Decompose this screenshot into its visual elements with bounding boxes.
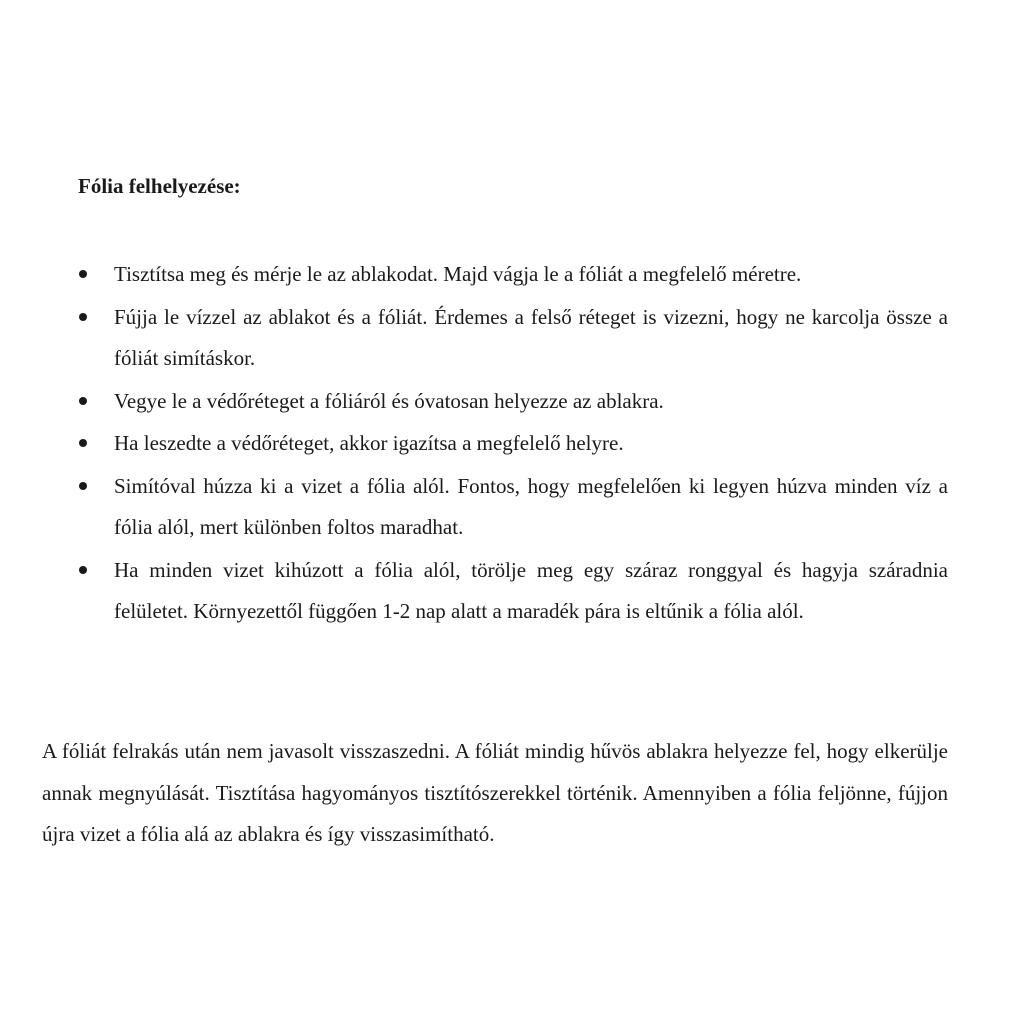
list-item-text: Tisztítsa meg és mérje le az ablakodat. Majd vágja le a fóliát a megfelelő méretre. (114, 262, 802, 286)
list-item (0, 381, 948, 423)
list-item (0, 550, 948, 633)
bullet-icon (79, 270, 87, 278)
list-item (0, 254, 948, 296)
list-item-text: Vegye le a védőréteget a fóliáról és óvatosan helyezze az ablakra. (114, 388, 664, 413)
closing-paragraph: A fóliát felrakás után nem javasolt visszaszedni. A fóliát mindig hűvös ablakra helyezze fel, hogy elkerülje annak megnyúlását. Tisztítása hagyományos tisztítószerekkel történik. Amennyiben a fólia feljönne, fújjon újra vizet a fólia alá az ablakra és így visszasimítható. (42, 739, 948, 846)
instruction-list (0, 254, 1033, 634)
list-item-text: Ha leszedte a védőréteget, akkor igazítsa a megfelelő helyre. (114, 431, 624, 455)
bullet-icon (79, 482, 87, 490)
list-item (0, 297, 948, 380)
list-item (0, 466, 948, 549)
bullet-icon (79, 439, 87, 447)
bullet-icon (79, 397, 87, 405)
list-item-text: Ha minden vizet kihúzott a fólia alól, törölje meg egy száraz ronggyal és hagyja száradnia felületet. Környezettől függően 1-2 nap alatt a maradék pára is eltűnik a fólia alól. (114, 557, 948, 623)
list-item-text: Fújja le vízzel az ablakot és a fóliát. Érdemes a felső réteget is vizezni, hogy ne karcolja össze a fóliát simításkor. (114, 304, 948, 370)
list-item (0, 423, 948, 465)
list-item-text: Simítóval húzza ki a vizet a fólia alól. Fontos, hogy megfelelően ki legyen húzva minden víz a fólia alól, mert különben foltos maradhat. (114, 473, 948, 539)
bullet-icon (79, 313, 87, 321)
section-heading: Fólia felhelyezése: (78, 174, 241, 198)
bullet-icon (79, 566, 87, 574)
